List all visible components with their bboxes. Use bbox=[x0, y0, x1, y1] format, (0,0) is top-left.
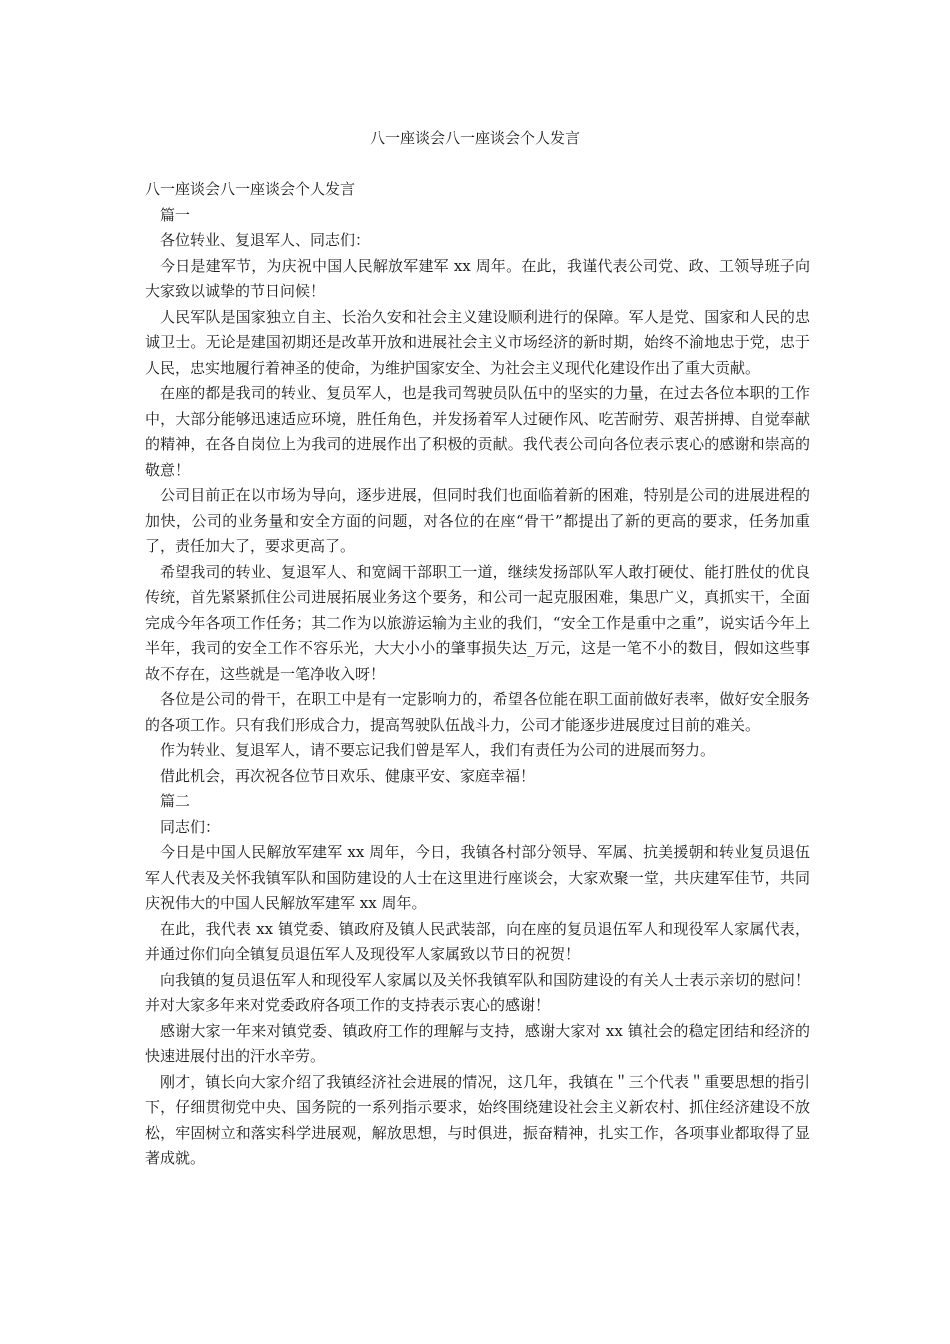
paragraph: 希望我司的转业、复退军人、和宽阔干部职工一道，继续发扬部队军人敢打硬仗、能打胜仗的优良传统，首先紧紧抓住公司进展拓展业务这个要务，和公司一起克服困难，集思广义，真抓实干，全面完成今年各项工作任务；其二作为以旅游运输为主业的我们，“安全工作是重中之重”，说实话今年上半年，我司的安全工作不容乐光，大大小小的肇事损失达_万元，这是一笔不小的数目，假如这些事故不存在，这些就是一笔净收入呀！ bbox=[145, 562, 810, 683]
salutation-1: 各位转业、复退军人、同志们： bbox=[160, 231, 371, 249]
paragraph: 各位是公司的骨干，在职工中是有一定影响力的，希望各位能在职工面前做好表率，做好安全服务的各项工作。只有我们形成合力，提高驾驶队伍战斗力，公司才能逐步进展度过目前的难关。 bbox=[145, 690, 810, 734]
paragraph: 作为转业、复退军人，请不要忘记我们曾是军人，我们有责任为公司的进展而努力。 bbox=[160, 741, 716, 759]
paragraph: 在此，我代表 xx 镇党委、镇政府及镇人民武装部，向在座的复员退伍军人和现役军人家属代表，并通过你们向全镇复员退伍军人及现役军人家属致以节日的祝贺！ bbox=[145, 919, 810, 963]
document-heading: 八一座谈会八一座谈会个人发言 bbox=[145, 180, 356, 198]
paragraph: 借此机会，再次祝各位节日欢乐、健康平安、家庭幸福！ bbox=[160, 766, 536, 785]
paragraph: 今日是建军节，为庆祝中国人民解放军建军 xx 周年。在此，我谨代表公司党、政、工领导班子向大家致以诚挚的节日问候！ bbox=[145, 256, 810, 300]
page-title: 八一座谈会八一座谈会个人发言 bbox=[369, 129, 580, 147]
paragraph: 人民军队是国家独立自主、长治久安和社会主义建设顺利进行的保障。军人是党、国家和人民的忠诚卫士。无论是建国初期还是改革开放和进展社会主义市场经济的新时期，始终不渝地忠于党，忠于人民，忠实地履行着神圣的使命，为维护国家安全、为社会主义现代化建设作出了重大贡献。 bbox=[145, 307, 810, 377]
paragraph: 公司目前正在以市场为导向，逐步进展，但同时我们也面临着新的困难，特别是公司的进展进程的加快，公司的业务量和安全方面的问题，对各位的在座“骨干”都提出了新的更高的要求，任务加重了，责任加大了，要求更高了。 bbox=[145, 486, 810, 555]
section-label-2: 篇二 bbox=[160, 792, 191, 810]
section-label-1: 篇一 bbox=[160, 205, 191, 224]
paragraph: 向我镇的复员退伍军人和现役军人家属以及关怀我镇军队和国防建设的有关人士表示亲切的慰问！并对大家多年来对党委政府各项工作的支持表示衷心的感谢！ bbox=[145, 970, 810, 1014]
document-body bbox=[145, 177, 810, 1172]
salutation-2: 同志们： bbox=[160, 817, 221, 836]
paragraph: 今日是中国人民解放军建军 xx 周年，今日，我镇各村部分领导、军属、抗美援朝和转业复员退伍军人代表及关怀我镇军队和国防建设的人士在这里进行座谈会，大家欢聚一堂，共庆建军佳节，共同庆祝伟大的中国人民解放军建军 xx 周年。 bbox=[145, 843, 810, 912]
paragraph: 感谢大家一年来对镇党委、镇政府工作的理解与支持，感谢大家对 xx 镇社会的稳定团结和经济的快速进展付出的汗水辛劳。 bbox=[145, 1021, 810, 1065]
paragraph: 在座的都是我司的转业、复员军人，也是我司驾驶员队伍中的坚实的力量，在过去各位本职的工作中，大部分能够迅速适应环境，胜任角色，并发扬着军人过硬作风、吃苦耐劳、艰苦拼搏、自觉奉献的精神，在各自岗位上为我司的进展作出了积极的贡献。我代表公司向各位表示衷心的感谢和崇高的敬意！ bbox=[145, 384, 810, 479]
paragraph: 刚才，镇长向大家介绍了我镇经济社会进展的情况，这几年，我镇在＂三个代表＂重要思想的指引下，仔细贯彻党中央、国务院的一系列指示要求，始终围绕建设社会主义新农村、抓住经济建设不放松，牢固树立和落实科学进展观，解放思想，与时俱进，振奋精神，扎实工作，各项事业都取得了显著成就。 bbox=[145, 1072, 810, 1167]
